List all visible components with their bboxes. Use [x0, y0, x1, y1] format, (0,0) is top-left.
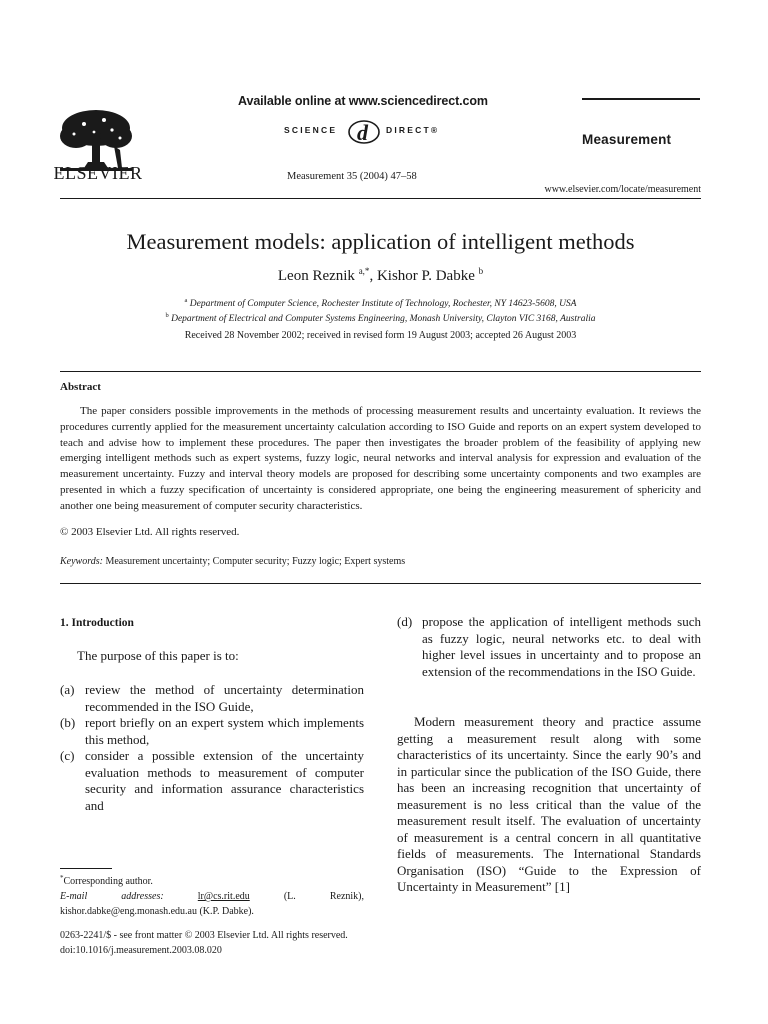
list-item	[60, 715, 364, 748]
list-marker: (a)	[60, 682, 75, 697]
received-dates: Received 28 November 2002; received in revised form 19 August 2003; accepted 26 August 2003	[184, 330, 577, 341]
doi-line[interactable]: doi:10.1016/j.measurement.2003.08.020	[60, 945, 222, 956]
svg-text:d: d	[357, 120, 368, 145]
affiliation-text: Department of Computer Science, Rochester Institute of Technology, Rochester, NY 14623-5608, USA	[189, 299, 577, 309]
list-item	[60, 748, 364, 814]
author-name: Kishor P. Dabke	[376, 268, 475, 284]
affiliation-text: Department of Electrical and Computer Systems Engineering, Monash University, Clayton VIC 3168, Australia	[171, 314, 596, 324]
keywords-line	[60, 556, 405, 567]
author-marks: a,*	[358, 266, 370, 276]
footnote-emails	[60, 889, 364, 919]
author-marks: b	[478, 266, 484, 276]
journal-citation: Measurement 35 (2004) 47–58	[287, 171, 417, 182]
email-label: E-mail addresses:	[60, 891, 164, 902]
available-online-text[interactable]: Available online at www.sciencedirect.com	[238, 94, 488, 108]
affiliation-a	[60, 297, 701, 309]
list-marker: (b)	[60, 715, 76, 730]
keywords-label: Keywords:	[60, 556, 103, 567]
sciencedirect-right-word: DIRECT®	[386, 125, 440, 135]
sciencedirect-left-word: SCIENCE	[284, 125, 338, 135]
email-link-reznik[interactable]: lr@cs.rit.edu	[197, 891, 250, 902]
section-heading-introduction: 1. Introduction	[60, 617, 134, 629]
affiliation-mark: b	[165, 312, 169, 319]
intro-paragraph: Modern measurement theory and practice assume getting a measurement result along with some characteristics of its uncertainty. Since the early 90’s and in particular since the publication of the ISO Guide, there has been an increasing recognition that uncertainty of measurement is no less critical than the value of the measurement result itself. The evaluation of uncertainty of measurement is a central concern in all quantitative fields of measurements. The International Standards Organisation (ISO) “Guide to the Expression of Uncertainty in Measurement” [1]	[397, 714, 701, 894]
abstract-bottom-rule	[60, 583, 701, 584]
abstract-top-rule	[60, 371, 701, 372]
article-title: Measurement models: application of intelligent methods	[126, 229, 635, 254]
list-marker: (d)	[397, 614, 413, 629]
list-item-text: report briefly on an expert system which implements this method,	[85, 715, 364, 747]
list-item	[397, 614, 701, 680]
list-item-text: propose the application of intelligent methods such as fuzzy logic, neural networks etc. to deal with higher level issues in uncertainty and to propose an extension of the recommendations in the ISO Guide.	[422, 614, 701, 679]
purpose-list-left	[60, 682, 364, 814]
email-owner-dabke: (K.P. Dabke).	[199, 906, 254, 917]
footnote-corresponding	[60, 871, 364, 889]
email-owner-reznik: (L. Reznik),	[283, 891, 365, 902]
sciencedirect-d-icon	[346, 116, 382, 146]
publisher-name: ELSEVIER	[53, 163, 143, 183]
header-divider	[60, 198, 701, 199]
footnote-corresponding-text: Corresponding author.	[63, 876, 153, 887]
journal-name: Measurement	[582, 132, 672, 147]
sciencedirect-logo	[284, 116, 484, 146]
header-rule-right	[582, 98, 700, 100]
keywords-list: Measurement uncertainty; Computer security; Fuzzy logic; Expert systems	[105, 556, 406, 567]
list-item-text: consider a possible extension of the uncertainty evaluation methods to measurement of computer security and information assurance characteristics and	[85, 748, 364, 813]
author-name: Leon Reznik	[277, 268, 355, 284]
list-item-text: review the method of uncertainty determination recommended in the ISO Guide,	[85, 682, 364, 714]
list-marker: (c)	[60, 748, 75, 763]
journal-url-link[interactable]: www.elsevier.com/locate/measurement	[544, 184, 701, 195]
affiliation-b	[60, 312, 701, 324]
footnote	[60, 871, 364, 919]
front-matter-line: 0263-2241/$ - see front matter © 2003 Elsevier Ltd. All rights reserved.	[60, 930, 348, 941]
intro-purpose: The purpose of this paper is to:	[77, 648, 239, 663]
footnote-rule	[60, 868, 112, 869]
abstract-heading: Abstract	[60, 381, 101, 393]
email-link-dabke[interactable]: kishor.dabke@eng.monash.edu.au	[60, 906, 197, 917]
purpose-list-right	[397, 614, 701, 680]
footnote-mark: *	[60, 874, 64, 882]
abstract-body: The paper considers possible improvements in the methods of processing measurement results and uncertainty evaluation. It reviews the procedures currently applied for the measurement uncertainty calculation according to ISO Guide and reports on an expert system developed to teach and advise how to implement these procedures. The paper then investigates the broader problem of the feasibility of applying new emerging intelligent methods such as expert systems, fuzzy logic, neural networks and interval analysis for expression and evaluation of the measurement uncertainty. Fuzzy and interval theory models are proposed for describing some uncertainty components and two examples are presented in which a fuzzy specification of uncertainty is considered appropriate, one being the engineering measurement of sphericity and another one being measurement of computer security characteristics.	[60, 405, 701, 512]
abstract-copyright: © 2003 Elsevier Ltd. All rights reserved.	[60, 526, 240, 538]
list-item	[60, 682, 364, 715]
affiliation-mark: a	[184, 297, 188, 304]
author-list	[60, 266, 701, 285]
author-separator: ,	[369, 268, 377, 284]
